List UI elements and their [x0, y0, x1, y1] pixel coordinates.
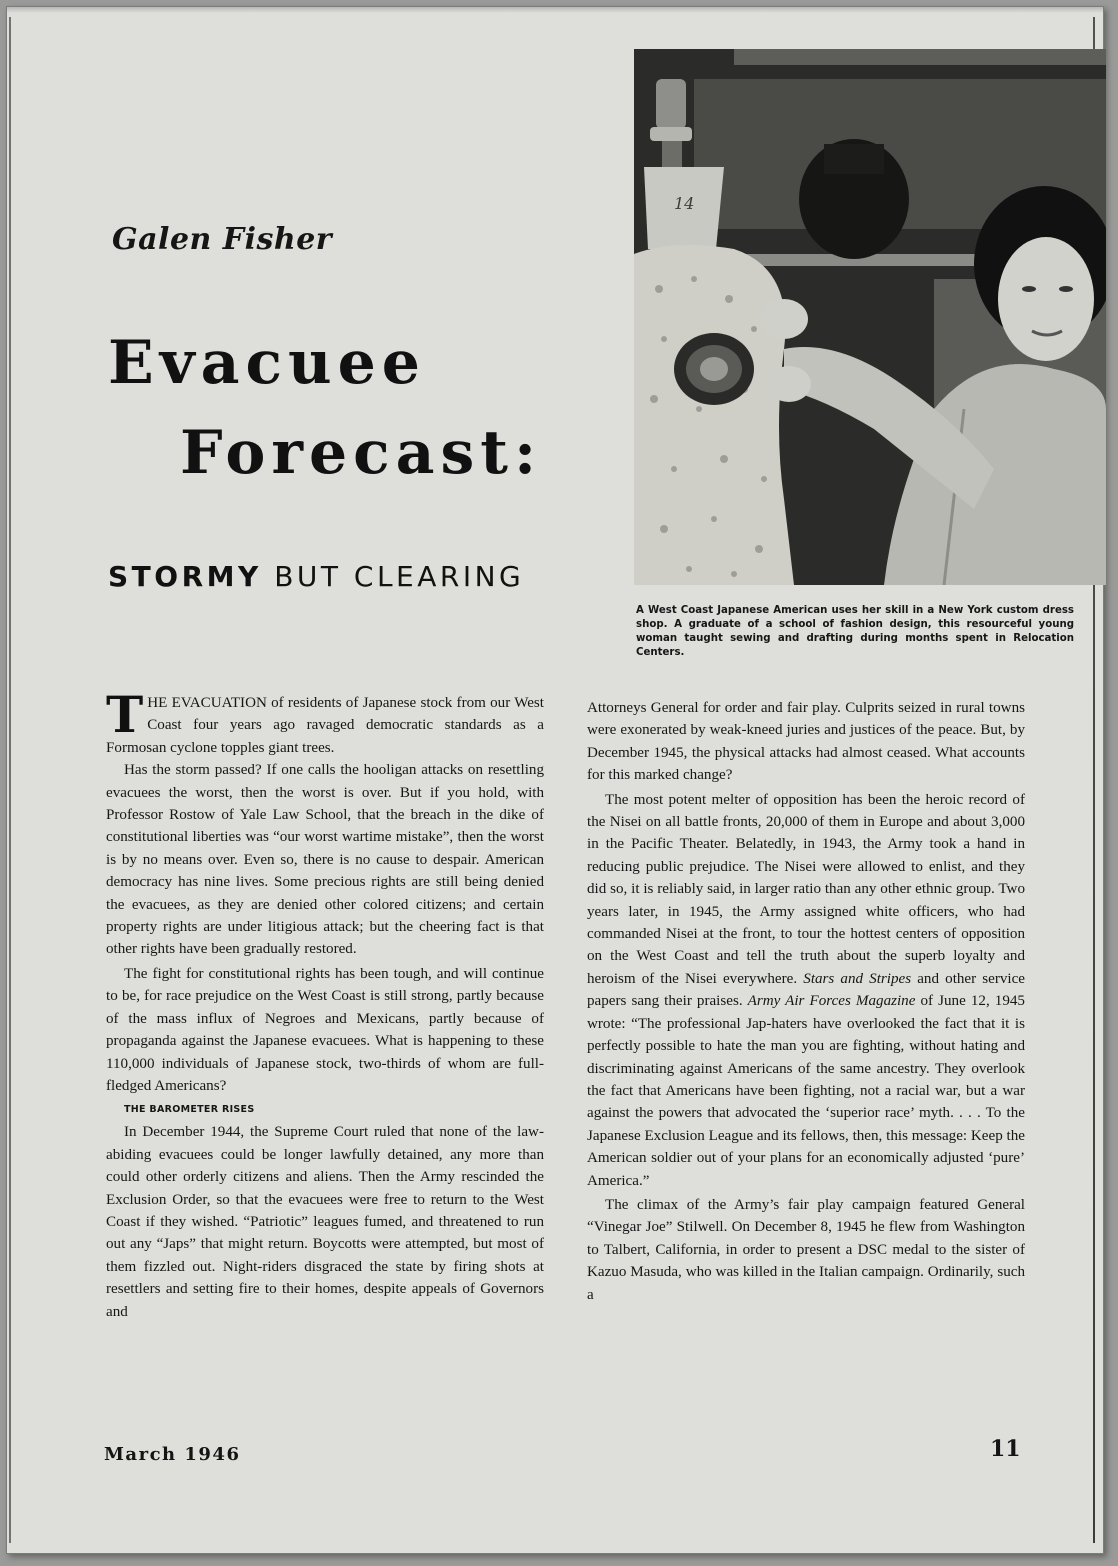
- subheadline-bold: STORMY: [108, 560, 262, 593]
- article-column-left: [106, 685, 544, 1323]
- publication-army-air-forces-magazine: Army Air Forces Magazine: [747, 993, 916, 1010]
- paragraph-1-text: HE EVACUATION of residents of Japanese stock from our West Coast four years ago ravaged democratic standards as a Formosan cyclone topples giant trees.: [106, 695, 544, 756]
- paragraph-5: Attorneys General for order and fair play. Culprits seized in rural towns were exonerated by weak-kneed juries and justices of the peace. But, by December 1945, the physical attacks had almost ceased. What accounts for this marked change?: [587, 700, 1025, 784]
- paragraph-4: In December 1944, the Supreme Court ruled that none of the law-abiding evacuees could be longer lawfully detained, any more than could other orderly citizens and aliens. Then the Army rescinded the Exclusion Order, so that the evacuees were free to return to the West Coast if they wished. “Patriotic” leagues fumed, and threatened to run out any “Japs” that might return. Boycotts were attempted, but most of them fizzled out. Night-riders disgraced the state by firing shots at resettlers and setting fire to their homes, despite appeals of Governors and: [106, 1124, 544, 1320]
- paragraph-2: Has the storm passed? If one calls the hooligan attacks on resettling evacuees the worst, then the worst is over. But if you hold, with Professor Rostow of Yale Law School, that the breach in the dike of constitutional liberties was “our worst wartime mistake”, then the worst is by no means over. Even so, there is no cause to despair. American democracy has nine lives. Some precious rights are still being denied the evacuees, as they are denied other colored citizens; and certain property rights are under litigious attack; but the cheering fact is that other rights have been gradually restored.: [106, 762, 544, 958]
- headline-line-2: Forecast:: [180, 418, 543, 488]
- publication-stars-and-stripes: Stars and Stripes: [803, 970, 912, 987]
- dropcap: T: [106, 685, 144, 744]
- subheadline-rest: BUT CLEARING: [274, 560, 525, 593]
- left-page-edge: [9, 17, 11, 1543]
- article-photo: [634, 49, 1106, 585]
- paragraph-3: The fight for constitutional rights has been tough, and will continue to be, for race prejudice on the West Coast is still strong, partly because of the mass influx of Negroes and Mexicans, partly because of propaganda against the Japanese evacuees. What is happening to these 110,000 individuals of Japanese stock, two-thirds of whom are full-fledged Americans?: [106, 965, 544, 1094]
- page-top-shadow: [7, 7, 1103, 13]
- paragraph-6-part-c: of June 12, 1945 wrote: “The professional Jap-haters have overlooked the fact that it is perfectly possible to hate the man you are fighting, without hating and discriminating against Americans of the same ancestry. They overlook the fact that Americans have been fighting, not a racial war, but a war against the powers that advocated the ‘superior race’ myth. . . . To the Japanese Exclusion League and its fellows, then, this message: Keep the American soldier out of your plans for an economically adjusted ‘pure’ America.”: [587, 993, 1025, 1189]
- paragraph-6: [587, 789, 1025, 1192]
- author-byline: Galen Fisher: [112, 222, 333, 257]
- paragraph-1: [106, 685, 544, 759]
- footer-date: March 1946: [104, 1444, 241, 1465]
- article-column-right: [587, 697, 1025, 1306]
- paragraph-7: The climax of the Army’s fair play campaign featured General “Vinegar Joe” Stilwell. On December 8, 1945 he flew from Washington to Talbert, California, in order to present a DSC medal to the sister of Kazuo Masuda, who was killed in the Italian campaign. Ordinarily, such a: [587, 1196, 1025, 1303]
- page-number: 11: [990, 1436, 1021, 1462]
- subheadline: [108, 560, 524, 593]
- paragraph-6-part-a: The most potent melter of opposition has been the heroic record of the Nisei on all battle fronts, 20,000 of them in Europe and about 3,000 in the Pacific Theater. Belatedly, in 1943, the Army took a hand in reducing public prejudice. The Nisei were allowed to enlist, and they did so, it is reliably said, in larger ratio than any other ethnic group. Two years later, in 1945, the Army assigned white officers, who had commanded Nisei at the front, to tour the hottest centers of opposition on the West Coast and tell the truth about the superb loyalty and heroism of the Nisei everywhere.: [587, 791, 1025, 987]
- section-heading: THE BAROMETER RISES: [124, 1104, 255, 1116]
- photo-caption: A West Coast Japanese American uses her skill in a New York custom dress shop. A graduate of a school of fashion design, this resourceful young woman taught sewing and drafting during months spent in Relocation Centers.: [636, 605, 1074, 658]
- paragraph-6-part-b: and other service papers sang their praises.: [587, 970, 1026, 1010]
- headline-line-1: Evacuee: [108, 328, 426, 398]
- form-tag-label: 14: [674, 194, 695, 213]
